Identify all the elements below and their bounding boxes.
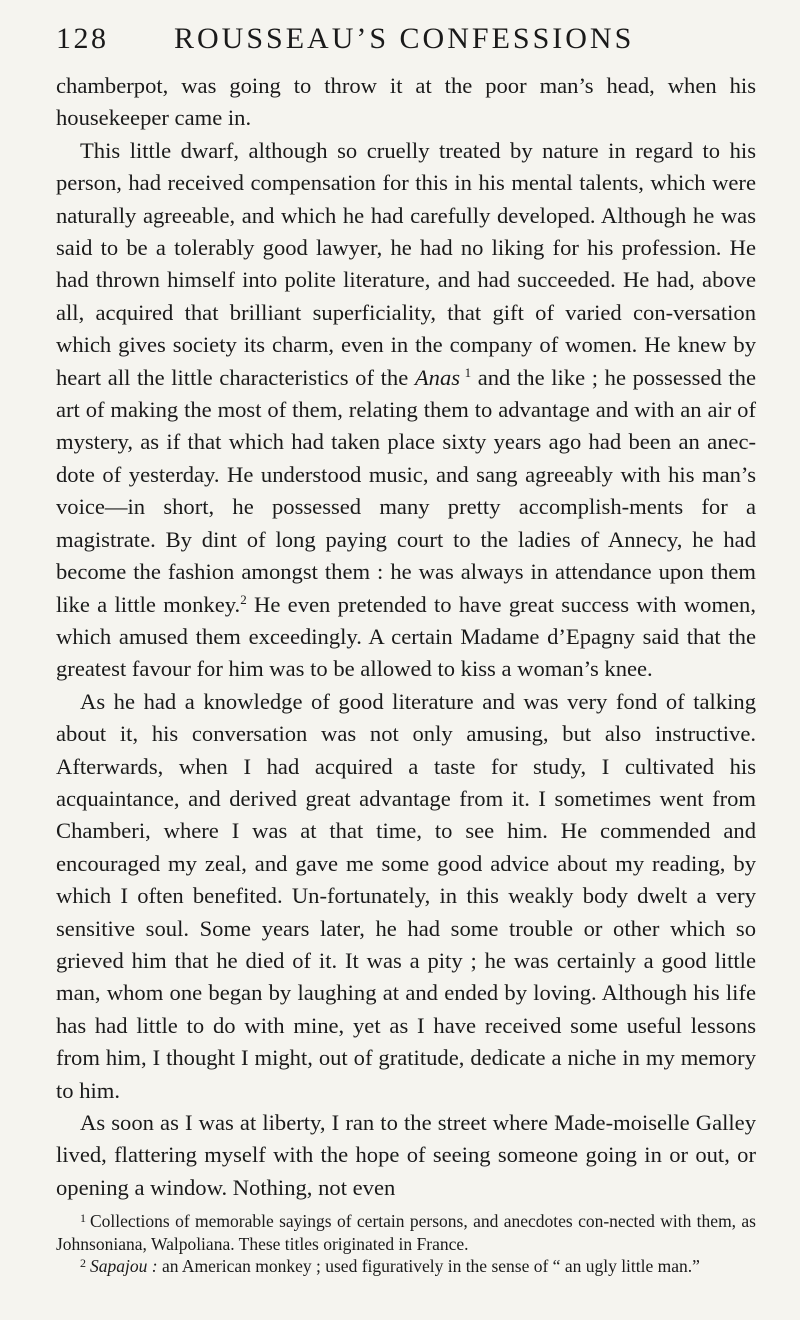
footnote-2-term: Sapajou : — [90, 1256, 158, 1277]
anas-term: Anas — [414, 364, 461, 390]
paragraph-2-part-c: He even pretended to have great success with women, which amused them exceedingly. A certain Madame d’Epagny said that the greatest favour for him was to be allowed to kiss a woman’s knee. — [56, 591, 756, 682]
footnote-1-text: Collections of memorable sayings of certain persons, and anecdotes con-nected with them, as Johnsoniana, Walpoliana. These titles originated in France. — [56, 1211, 756, 1254]
paragraph-1: chamberpot, was going to throw it at the poor man’s head, when his housekeeper came in. — [56, 73, 756, 131]
footnote-2-mark: 2 — [80, 1256, 86, 1271]
body-text — [56, 70, 756, 1204]
footnote-1-mark: 1 — [80, 1211, 86, 1226]
paragraph-2 — [56, 135, 756, 686]
page-number: 128 — [56, 22, 109, 55]
footnote-2 — [56, 1255, 756, 1277]
footnote-ref-2: 2 — [240, 591, 247, 607]
paragraph-2-part-a: This little dwarf, although so cruelly treated by nature in regard to his person, had received compensation for this in his mental talents, which were naturally agreeable, and which he had carefully developed. Although he was said to be a tolerably good lawyer, he had no liking for his profession. He had thrown himself into polite literature, and had succeeded. He had, above all, acquired that brilliant superficiality, that gift of varied con-versation which gives society its charm, even in the company of women. He knew by heart all the little characteristics of the — [56, 137, 756, 390]
paragraph-3: As he had a knowledge of good literature and was very fond of talking about it, his conversation was not only amusing, but also instructive. Afterwards, when I had acquired a taste for study, I cultivated his acquaintance, and derived great advantage from it. I sometimes went from Chamberi, where I was at that time, to see him. He commended and encouraged my zeal, and gave me some good advice about my reading, by which I often benefited. Un-fortunately, in this weakly body dwelt a very sensitive soul. Some years later, he had some trouble or other which so grieved him that he died of it. It was a pity ; he was certainly a good little man, whom one began by laughing at and ended by loving. Although his life has had little to do with mine, yet as I have received some useful lessons from him, I thought I might, out of gratitude, dedicate a niche in my memory to him. — [56, 688, 756, 1103]
paragraph-2-part-b: and the like ; he possessed the art of making the most of them, relating them to advantage and with an air of mystery, as if that which had taken place sixty years ago had been an anec-dote of yesterday. He understood music, and sang agreeably with his man’s voice—in short, he possessed many pretty accomplish-ments for a magistrate. By dint of long paying court to the ladies of Annecy, he had become the fashion amongst them : he was always in attendance upon them like a little monkey. — [56, 364, 756, 617]
footnote-2-text: an American monkey ; used figuratively in the sense of “ an ugly little man.” — [157, 1256, 700, 1277]
footnotes — [56, 1210, 756, 1277]
footnote-1 — [56, 1210, 756, 1255]
running-title: ROUSSEAU’S CONFESSIONS — [174, 22, 635, 55]
running-head — [56, 22, 756, 66]
footnote-ref-1: 1 — [464, 364, 472, 380]
paragraph-4: As soon as I was at liberty, I ran to the street where Made-moiselle Galley lived, flattering myself with the hope of seeing someone going in or out, or opening a window. Nothing, not even — [56, 1110, 756, 1200]
